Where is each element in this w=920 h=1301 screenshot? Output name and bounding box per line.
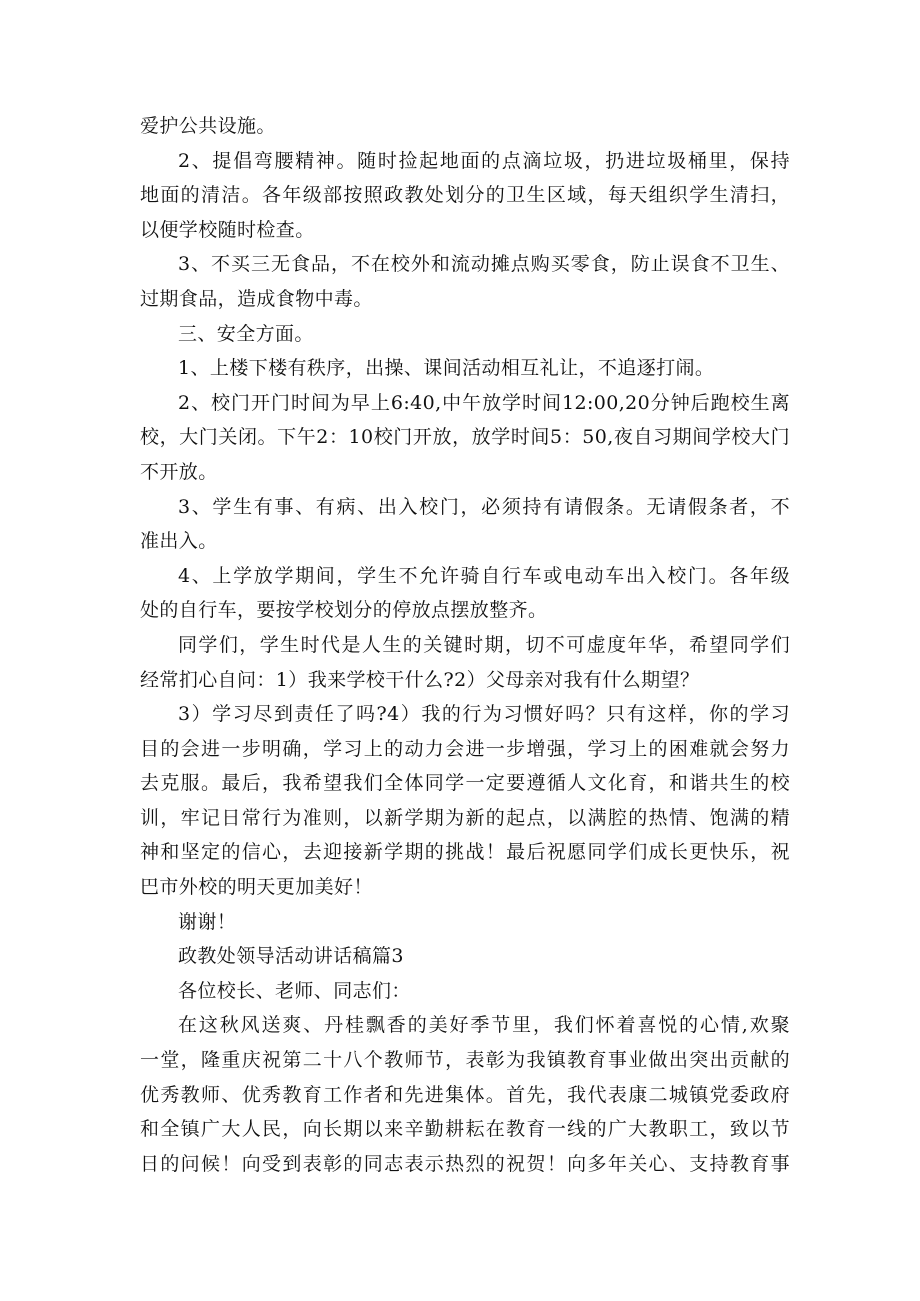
text-line: 在这秋风送爽、丹桂飘香的美好季节里，我们怀着喜悦的心情,欢聚 <box>178 1014 790 1037</box>
closing-thanks <box>140 905 790 940</box>
text-line: 政教处领导活动讲话稿篇3 <box>178 945 404 968</box>
text-line: 同学们，学生时代是人生的关键时期，切不可虚度年华，希望同学们 <box>178 633 790 656</box>
text-line: 2、提倡弯腰精神。随时捡起地面的点滴垃圾，扔进垃圾桶里，保持 <box>178 149 790 172</box>
paragraph <box>140 1008 790 1181</box>
text-line: 优秀教师、优秀教育工作者和先进集体。首先，我代表康二城镇党委政府 <box>140 1083 790 1106</box>
text-line: 神和坚定的信心，去迎接新学期的挑战！最后祝愿同学们成长更快乐，祝 <box>140 841 790 864</box>
paragraph <box>140 247 790 316</box>
text-line: 不开放。 <box>140 460 218 483</box>
text-line: 三、安全方面。 <box>178 322 314 345</box>
text-line: 一堂，隆重庆祝第二十八个教师节，表彰为我镇教育事业做出突出贡献的 <box>140 1049 790 1072</box>
paragraph <box>140 109 790 144</box>
text-line: 处的自行车，要按学校划分的停放点摆放整齐。 <box>140 599 548 622</box>
text-line: 3、学生有事、有病、出入校门，必须持有请假条。无请假条者，不 <box>178 495 790 518</box>
text-line: 各位校长、老师、同志们： <box>178 979 411 1002</box>
paragraph <box>140 559 790 628</box>
speech-title <box>140 939 790 974</box>
text-line: 爱护公共设施。 <box>140 115 276 137</box>
text-line: 目的会进一步明确，学习上的动力会进一步增强，学习上的困难就会努力 <box>140 737 790 760</box>
paragraph <box>140 697 790 905</box>
text-line: 去克服。最后，我希望我们全体同学一定要遵循人文化育，和谐共生的校 <box>140 772 790 795</box>
paragraph <box>140 628 790 697</box>
text-line: 4、上学放学期间，学生不允许骑自行车或电动车出入校门。各年级 <box>178 564 790 587</box>
salutation <box>140 974 790 1009</box>
text-line: 过期食品，造成食物中毒。 <box>140 287 373 310</box>
text-line: 1、上楼下楼有秩序，出操、课间活动相互礼让，不追逐打闹。 <box>178 357 715 380</box>
text-line: 经常扪心自问：1）我来学校干什么?2）父母亲对我有什么期望？ <box>140 668 700 691</box>
text-line: 训，牢记日常行为准则，以新学期为新的起点，以满腔的热情、饱满的精 <box>140 806 790 829</box>
text-line: 以便学校随时检查。 <box>140 218 315 241</box>
document-body <box>140 109 790 1181</box>
paragraph <box>140 144 790 248</box>
text-line: 巴市外校的明天更加美好！ <box>140 876 373 899</box>
text-line: 2、校门开门时间为早上6:40,中午放学时间12:00,20分钟后跑校生离 <box>178 391 790 414</box>
text-line: 准出入。 <box>140 530 218 553</box>
text-line: 日的问候！向受到表彰的同志表示热烈的祝贺！向多年关心、支持教育事 <box>140 1152 790 1175</box>
text-line: 3）学习尽到责任了吗?4）我的行为习惯好吗？只有这样，你的学习 <box>178 703 790 726</box>
paragraph <box>140 351 790 386</box>
paragraph <box>140 386 790 490</box>
text-line: 校，大门关闭。下午2：10校门开放，放学时间5：50,夜自习期间学校大门 <box>140 426 790 449</box>
text-line: 地面的清洁。各年级部按照政教处划分的卫生区域，每天组织学生清扫， <box>140 184 790 207</box>
paragraph <box>140 490 790 559</box>
text-line: 和全镇广大人民，向长期以来辛勤耕耘在教育一线的广大教职工，致以节 <box>140 1118 790 1141</box>
section-heading <box>140 317 790 352</box>
text-line: 3、不买三无食品，不在校外和流动摊点购买零食，防止误食不卫生、 <box>178 253 790 276</box>
text-line: 谢谢！ <box>178 910 237 933</box>
